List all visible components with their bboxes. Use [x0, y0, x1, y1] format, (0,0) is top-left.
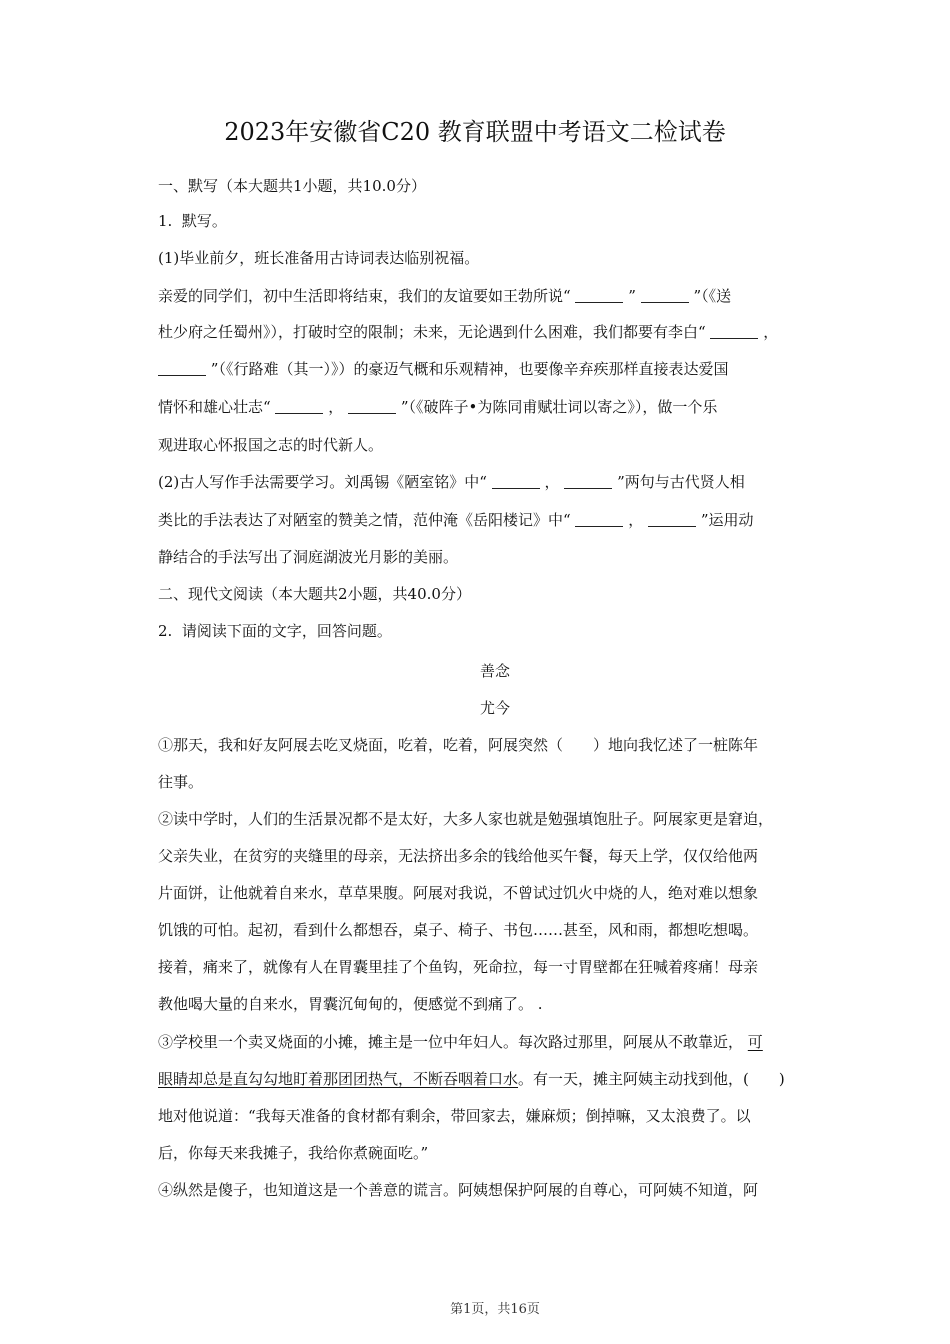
page-title: 2023年安徽省C20 教育联盟中考语文二检试卷 — [224, 118, 726, 146]
text-line: 静结合的手法写出了洞庭湖波光月影的美丽。 — [158, 548, 459, 566]
text-line: 情怀和雄心壮志“ ， ”（《破阵子•为陈同甫赋壮词以寄之》），做一个乐 — [158, 398, 718, 416]
paragraph-line: 片面饼，让他就着自来水，草草果腹。阿展对我说，不曾试过饥火中烧的人，绝对难以想象 — [158, 884, 759, 902]
underlined-sentence: 可 — [747, 1033, 763, 1051]
text-line: 杜少府之任蜀州》），打破时空的限制；未来，无论遇到什么困难，我们都要有李白“ ， — [158, 323, 779, 341]
answer-blank[interactable] — [492, 474, 540, 489]
page-footer: 第1页，共16页 — [450, 1302, 540, 1317]
text-line: ”（《行路难（其一）》）的豪迈气概和乐观精神，也要像辛弃疾那样直接表达爱国 — [158, 358, 728, 380]
answer-blank[interactable] — [275, 399, 323, 414]
answer-blank[interactable] — [575, 288, 623, 303]
paragraph-line: ③学校里一个卖叉烧面的小摊，摊主是一位中年妇人。每次路过那里，阿展从不敢靠近， 可 — [158, 1033, 763, 1051]
paragraph-line: 饥饿的可怕。起初，看到什么都想吞，桌子、椅子、书包……甚至，风和雨，都想吃想喝。 — [158, 921, 759, 939]
answer-blank[interactable] — [564, 474, 612, 489]
paragraph-line: 教他喝大量的自来水，胃囊沉甸甸的，便感觉不到痛了。 . — [158, 995, 543, 1013]
answer-blank[interactable] — [710, 324, 758, 339]
paragraph-line: 后，你每天来我摊子，我给你煮碗面吃。” — [158, 1144, 429, 1162]
paragraph-line: 眼睛却总是直勾勾地盯着那团团热气，不断吞咽着口水。有一天，摊主阿姨主动找到他，( ) — [158, 1070, 785, 1088]
answer-blank[interactable] — [648, 512, 696, 527]
section-heading-2: 二、现代文阅读（本大题共2小题，共40.0分） — [158, 585, 471, 603]
paragraph-line: ②读中学时，人们的生活景况都不是太好，大多人家也就是勉强填饱肚子。阿展家更是窘迫， — [158, 810, 774, 828]
article-title: 善念 — [479, 662, 510, 680]
paragraph-line: 接着，痛来了，就像有人在胃囊里挂了个鱼钩，死命拉，每一寸胃壁都在狂喊着疼痛！母亲 — [158, 958, 759, 976]
answer-blank[interactable] — [158, 361, 206, 376]
paragraph-line: ①那天，我和好友阿展去吃叉烧面，吃着，吃着，阿展突然（ ）地向我忆述了一桩陈年 — [158, 736, 759, 754]
paragraph-line: 地对他说道：“我每天准备的食材都有剩余，带回家去，嫌麻烦；倒掉嘛，又太浪费了。以 — [158, 1107, 751, 1125]
question-1-part-2: (2)古人写作手法需要学习。刘禹锡《陋室铭》中“ ， ”两句与古代贤人相 — [158, 473, 745, 491]
paragraph-line: 父亲失业，在贫穷的夹缝里的母亲，无法挤出多余的钱给他买午餐，每天上学，仅仅给他两 — [158, 847, 759, 865]
text-line: 类比的手法表达了对陋室的赞美之情，范仲淹《岳阳楼记》中“ ， ”运用动 — [158, 511, 754, 529]
underlined-sentence: 眼睛却总是直勾勾地盯着那团团热气，不断吞咽着口水 — [158, 1070, 519, 1088]
text-line: 观进取心怀报国之志的时代新人。 — [158, 436, 384, 454]
paragraph-line: ④纵然是傻子，也知道这是一个善意的谎言。阿姨想保护阿展的自尊心，可阿姨不知道，阿 — [158, 1181, 759, 1199]
paragraph-line: 往事。 — [158, 773, 204, 791]
answer-blank[interactable] — [348, 399, 396, 414]
article-author: 尤今 — [479, 699, 510, 717]
question-2: 2. 请阅读下面的文字，回答问题。 — [158, 622, 392, 640]
question-1: 1. 默写。 — [158, 212, 227, 230]
section-heading-1: 一、默写（本大题共1小题，共10.0分） — [158, 177, 426, 195]
text-line: 亲爱的同学们，初中生活即将结束，我们的友谊要如王勃所说“ ” ”（《送 — [158, 287, 732, 305]
answer-blank[interactable] — [641, 288, 689, 303]
answer-blank[interactable] — [575, 512, 623, 527]
question-1-part-1: (1)毕业前夕，班长准备用古诗词表达临别祝福。 — [158, 249, 480, 267]
